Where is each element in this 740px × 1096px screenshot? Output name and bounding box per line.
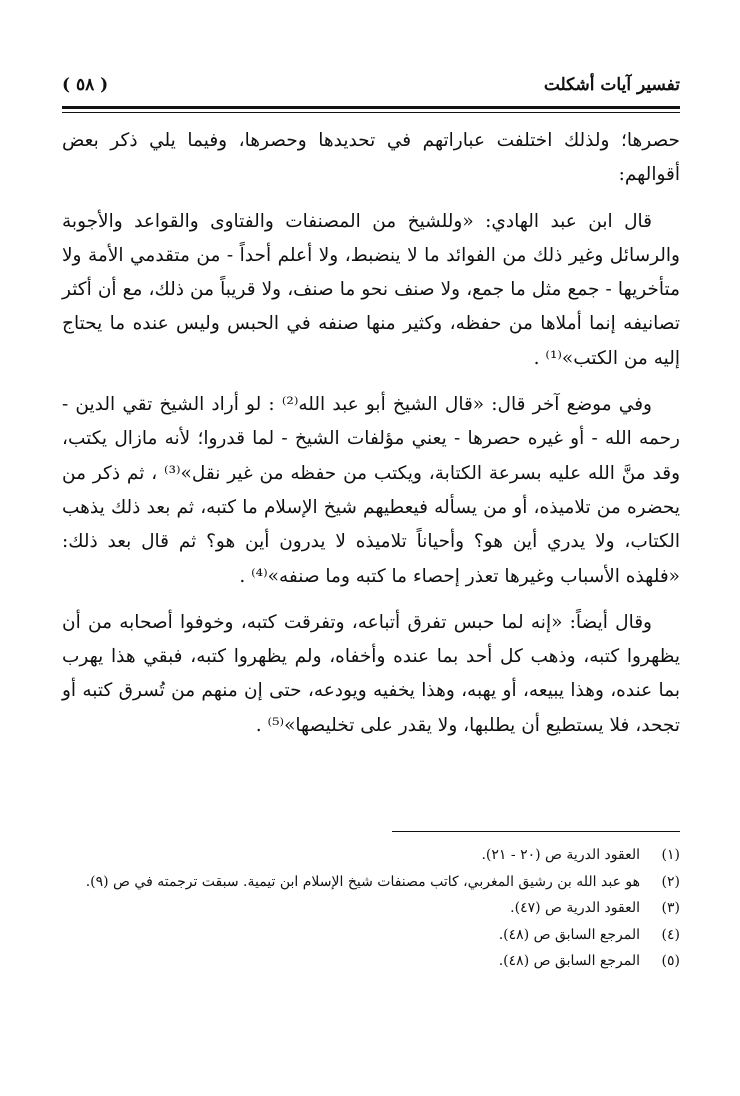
footnote-item — [62, 922, 680, 949]
header-rule-thick — [62, 106, 680, 109]
page-number: ( ٥٨ ) — [62, 75, 109, 95]
paragraph: وفي موضع آخر قال: «قال الشيخ أبو عبد الله⁽²⁾ : لو أراد الشيخ تقي الدين - رحمه الله - أو غيره حصرها - يعني مؤلفات الشيخ - لما قدروا؛ لأنه مازال يكتب، وقد منَّ الله عليه بسرعة الكتابة، ويكتب من حفظه من غير نقل»⁽³⁾ ، ثم ذكر من يحضره من تلاميذه، أو من يسأله فيعطيهم شيخ الإسلام ما كتبه، ثم بعد ذلك يذهب الكتاب، ولا يدري أين هو؟ وأحياناً تلاميذه لا يدرون أين هو؟ ثم قال بعد ذلك: «فلهذه الأسباب وغيرها تعذر إحصاء ما كتبه وما صنفه»⁽⁴⁾ . — [62, 394, 681, 587]
paragraph: وقال أيضاً: «إنه لما حبس تفرق أتباعه، وتفرقت كتبه، وخوفوا أصحابه من أن يظهروا كتبه، وذهب كل أحد بما عنده وأخفاه، ولم يظهروا كتبه، فبقي هذا يهرب بما عنده، وهذا يبيعه، أو يهبه، وهذا يخفيه ويودعه، حتى إن منهم من تُسرق كتبه أو تجحد، فلا يستطيع أن يطلبها، ولا يقدر على تخليصها»⁽⁵⁾ . — [62, 611, 680, 736]
footnote-text: المرجع السابق ص (٤٨). — [498, 926, 640, 943]
footnote-text: العقود الدرية ص (٤٧). — [510, 900, 640, 916]
footnotes — [62, 842, 680, 975]
footnote-number: (٣) — [661, 900, 680, 916]
footnote-item — [62, 895, 680, 922]
main-text — [62, 124, 680, 755]
footnote-item — [62, 842, 680, 869]
footnote-item — [62, 869, 680, 896]
footnote-number: (٤) — [661, 926, 680, 943]
footnote-number: (٢) — [661, 873, 680, 890]
footnote-text: المرجع السابق ص (٤٨). — [498, 953, 640, 969]
footnote-number: (٥) — [661, 953, 680, 969]
header-rule-thin — [62, 112, 680, 113]
footnote-text: العقود الدرية ص (٢٠ - ٢١). — [481, 847, 640, 863]
paragraph: حصرها؛ ولذلك اختلفت عباراتهم في تحديدها وحصرها، وفيما يلي ذكر بعض أقوالهم: — [62, 130, 680, 186]
paragraph: قال ابن عبد الهادي: «وللشيخ من المصنفات والفتاوى والقواعد والأجوبة والرسائل وغير ذلك من الفوائد ما لا ينضبط، ولا أعلم أحداً - من متقدمي الأمة ولا متأخريها - جمع مثل ما جمع، ولا صنف نحو ما صنف، ولا قريباً من ذلك، مع أن أكثر تصانيفه إنما أملاها من حفظه، وكثير منها صنفه في الحبس وليس عنده ما يحتاج إليه من الكتب»⁽¹⁾ . — [62, 210, 680, 369]
footnote-number: (١) — [661, 847, 680, 863]
running-header — [62, 70, 680, 100]
footnote-item — [62, 948, 680, 975]
footnote-separator — [392, 831, 680, 832]
book-title: تفسير آيات أشكلت — [543, 75, 680, 95]
footnote-text: هو عبد الله بن رشيق المغربي، كاتب مصنفات شيخ الإسلام ابن تيمية. سبقت ترجمته في ص (٩). — [85, 873, 640, 890]
